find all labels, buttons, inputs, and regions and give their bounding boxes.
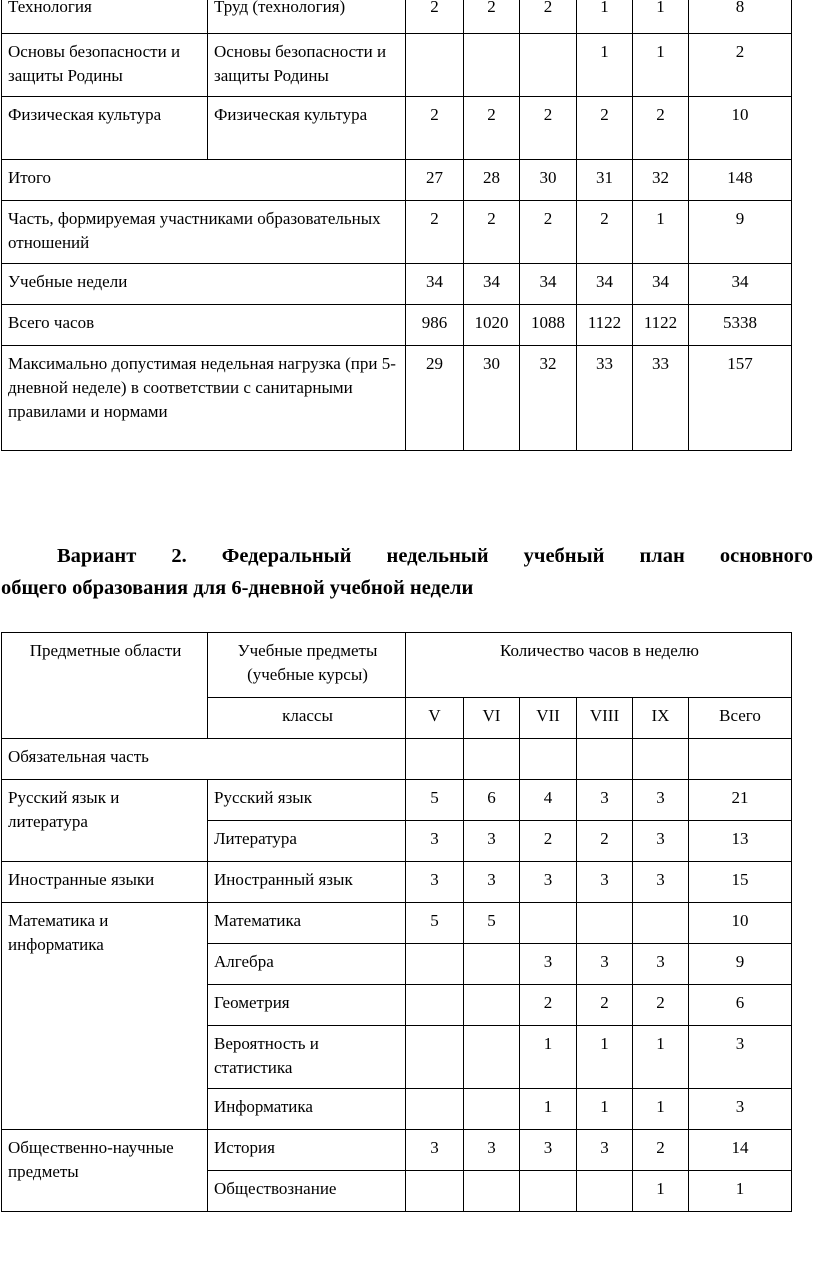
hours-cell: 3 <box>577 1130 633 1171</box>
hours-cell <box>406 34 464 97</box>
subject-cell: Литература <box>208 821 406 862</box>
grade-header: VII <box>520 698 577 739</box>
hours-cell: 1020 <box>464 305 520 346</box>
hours-cell: 2 <box>577 97 633 160</box>
heading-line-2: общего образования для 6-дневной учебной недели <box>1 577 474 599</box>
summary-row <box>2 201 792 264</box>
hours-cell: 3 <box>464 862 520 903</box>
table-row <box>2 0 792 34</box>
total-cell: 148 <box>689 160 792 201</box>
hours-cell: 2 <box>406 0 464 34</box>
total-cell: 2 <box>689 34 792 97</box>
total-cell: 9 <box>689 944 792 985</box>
total-cell: 3 <box>689 1026 792 1089</box>
header-subjects: Учебные предметы (учебные курсы) <box>208 633 406 698</box>
curriculum-table-part1 <box>1 0 792 451</box>
subject-cell: Обществознание <box>208 1171 406 1212</box>
hours-cell: 1 <box>520 1026 577 1089</box>
total-cell: 14 <box>689 1130 792 1171</box>
grade-header: VI <box>464 698 520 739</box>
table-row <box>2 862 792 903</box>
hours-cell: 1 <box>577 34 633 97</box>
summary-label-cell: Часть, формируемая участниками образовательных отношений <box>2 201 406 264</box>
hours-cell: 3 <box>633 862 689 903</box>
hours-cell: 28 <box>464 160 520 201</box>
hours-cell <box>406 1089 464 1130</box>
header-hours-per-week: Количество часов в неделю <box>406 633 792 698</box>
hours-cell: 30 <box>520 160 577 201</box>
hours-cell: 34 <box>520 264 577 305</box>
table-row <box>2 34 792 97</box>
hours-cell: 5 <box>406 780 464 821</box>
hours-cell: 2 <box>464 0 520 34</box>
table-row <box>2 1130 792 1171</box>
hours-cell: 34 <box>406 264 464 305</box>
hours-cell: 2 <box>633 985 689 1026</box>
summary-row <box>2 264 792 305</box>
hours-cell: 2 <box>577 985 633 1026</box>
section-heading <box>1 540 813 604</box>
hours-cell: 3 <box>406 821 464 862</box>
total-cell: 21 <box>689 780 792 821</box>
hours-cell: 3 <box>520 1130 577 1171</box>
total-cell: 15 <box>689 862 792 903</box>
hours-cell <box>464 985 520 1026</box>
summary-label-cell: Учебные недели <box>2 264 406 305</box>
hours-cell: 3 <box>464 821 520 862</box>
empty-cell <box>689 739 792 780</box>
hours-cell: 2 <box>520 985 577 1026</box>
hours-cell: 1088 <box>520 305 577 346</box>
subject-cell: История <box>208 1130 406 1171</box>
hours-cell: 33 <box>633 346 689 451</box>
hours-cell: 1 <box>633 34 689 97</box>
curriculum-table-variant2 <box>1 632 792 1212</box>
summary-row <box>2 346 792 451</box>
header-row <box>2 633 792 698</box>
total-cell: 9 <box>689 201 792 264</box>
subject-area-cell: Математика и информатика <box>2 903 208 1130</box>
total-cell: 3 <box>689 1089 792 1130</box>
hours-cell <box>406 1171 464 1212</box>
hours-cell <box>464 944 520 985</box>
summary-row <box>2 305 792 346</box>
hours-cell <box>406 944 464 985</box>
subject-cell: Вероятность и статистика <box>208 1026 406 1089</box>
hours-cell: 1122 <box>577 305 633 346</box>
subject-cell: Труд (технология) <box>208 0 406 34</box>
hours-cell: 1 <box>633 0 689 34</box>
empty-cell <box>464 739 520 780</box>
hours-cell: 5 <box>406 903 464 944</box>
total-cell: 1 <box>689 1171 792 1212</box>
total-cell: 157 <box>689 346 792 451</box>
table-row <box>2 97 792 160</box>
total-cell: 10 <box>689 97 792 160</box>
total-cell: 6 <box>689 985 792 1026</box>
hours-cell: 2 <box>520 201 577 264</box>
hours-cell <box>464 1089 520 1130</box>
hours-cell: 1 <box>577 1026 633 1089</box>
hours-cell: 32 <box>633 160 689 201</box>
total-header: Всего <box>689 698 792 739</box>
subject-cell: Информатика <box>208 1089 406 1130</box>
header-subject-areas: Предметные области <box>2 633 208 739</box>
hours-cell: 34 <box>577 264 633 305</box>
hours-cell: 33 <box>577 346 633 451</box>
hours-cell <box>577 903 633 944</box>
subject-cell: Физическая культура <box>208 97 406 160</box>
hours-cell: 1 <box>520 1089 577 1130</box>
hours-cell <box>520 1171 577 1212</box>
hours-cell: 1 <box>577 0 633 34</box>
hours-cell: 2 <box>406 97 464 160</box>
hours-cell: 3 <box>633 821 689 862</box>
total-cell: 8 <box>689 0 792 34</box>
hours-cell: 3 <box>520 862 577 903</box>
hours-cell: 4 <box>520 780 577 821</box>
hours-cell: 3 <box>520 944 577 985</box>
hours-cell <box>464 1171 520 1212</box>
mandatory-part-label: Обязательная часть <box>2 739 406 780</box>
hours-cell: 2 <box>464 97 520 160</box>
subject-cell: Иностранный язык <box>208 862 406 903</box>
hours-cell <box>520 34 577 97</box>
hours-cell <box>464 34 520 97</box>
total-cell: 34 <box>689 264 792 305</box>
hours-cell: 1 <box>633 1089 689 1130</box>
subject-cell: Математика <box>208 903 406 944</box>
table-row <box>2 780 792 821</box>
hours-cell: 986 <box>406 305 464 346</box>
subject-area-cell: Физическая культура <box>2 97 208 160</box>
empty-cell <box>520 739 577 780</box>
empty-cell <box>633 739 689 780</box>
subject-area-cell: Технология <box>2 0 208 34</box>
hours-cell: 31 <box>577 160 633 201</box>
hours-cell: 2 <box>520 821 577 862</box>
hours-cell: 2 <box>633 97 689 160</box>
hours-cell: 3 <box>577 780 633 821</box>
empty-cell <box>577 739 633 780</box>
hours-cell: 1 <box>577 1089 633 1130</box>
hours-cell: 1122 <box>633 305 689 346</box>
hours-cell <box>406 1026 464 1089</box>
hours-cell: 3 <box>464 1130 520 1171</box>
hours-cell: 3 <box>633 780 689 821</box>
hours-cell: 5 <box>464 903 520 944</box>
grade-header: IX <box>633 698 689 739</box>
hours-cell: 2 <box>464 201 520 264</box>
hours-cell <box>520 903 577 944</box>
hours-cell: 34 <box>464 264 520 305</box>
subject-area-cell: Иностранные языки <box>2 862 208 903</box>
hours-cell: 2 <box>577 201 633 264</box>
mandatory-part-row <box>2 739 792 780</box>
hours-cell: 6 <box>464 780 520 821</box>
table-row <box>2 903 792 944</box>
grade-header: V <box>406 698 464 739</box>
summary-label-cell: Итого <box>2 160 406 201</box>
header-classes-label: классы <box>208 698 406 739</box>
subject-area-cell: Основы безопасности и защиты Родины <box>2 34 208 97</box>
hours-cell <box>633 903 689 944</box>
subject-cell: Алгебра <box>208 944 406 985</box>
hours-cell: 2 <box>406 201 464 264</box>
hours-cell: 32 <box>520 346 577 451</box>
hours-cell: 27 <box>406 160 464 201</box>
subject-area-cell: Общественно-научные предметы <box>2 1130 208 1212</box>
grade-header: VIII <box>577 698 633 739</box>
hours-cell: 29 <box>406 346 464 451</box>
total-cell: 13 <box>689 821 792 862</box>
hours-cell: 3 <box>577 862 633 903</box>
total-cell: 10 <box>689 903 792 944</box>
heading-line-1: Вариант 2. Федеральный недельный учебный план основного <box>57 545 813 567</box>
subject-area-cell: Русский язык и литература <box>2 780 208 862</box>
hours-cell: 1 <box>633 201 689 264</box>
hours-cell: 2 <box>633 1130 689 1171</box>
hours-cell <box>406 985 464 1026</box>
summary-label-cell: Всего часов <box>2 305 406 346</box>
hours-cell: 1 <box>633 1171 689 1212</box>
subject-cell: Геометрия <box>208 985 406 1026</box>
hours-cell: 3 <box>406 1130 464 1171</box>
hours-cell <box>464 1026 520 1089</box>
hours-cell: 3 <box>633 944 689 985</box>
total-cell: 5338 <box>689 305 792 346</box>
hours-cell <box>577 1171 633 1212</box>
hours-cell: 2 <box>577 821 633 862</box>
summary-label-cell: Максимально допустимая недельная нагрузка (при 5-дневной неделе) в соответствии с санитарными правилами и нормами <box>2 346 406 451</box>
hours-cell: 2 <box>520 97 577 160</box>
hours-cell: 3 <box>577 944 633 985</box>
empty-cell <box>406 739 464 780</box>
hours-cell: 34 <box>633 264 689 305</box>
summary-row <box>2 160 792 201</box>
hours-cell: 30 <box>464 346 520 451</box>
subject-cell: Русский язык <box>208 780 406 821</box>
subject-cell: Основы безопасности и защиты Родины <box>208 34 406 97</box>
hours-cell: 1 <box>633 1026 689 1089</box>
hours-cell: 3 <box>406 862 464 903</box>
hours-cell: 2 <box>520 0 577 34</box>
